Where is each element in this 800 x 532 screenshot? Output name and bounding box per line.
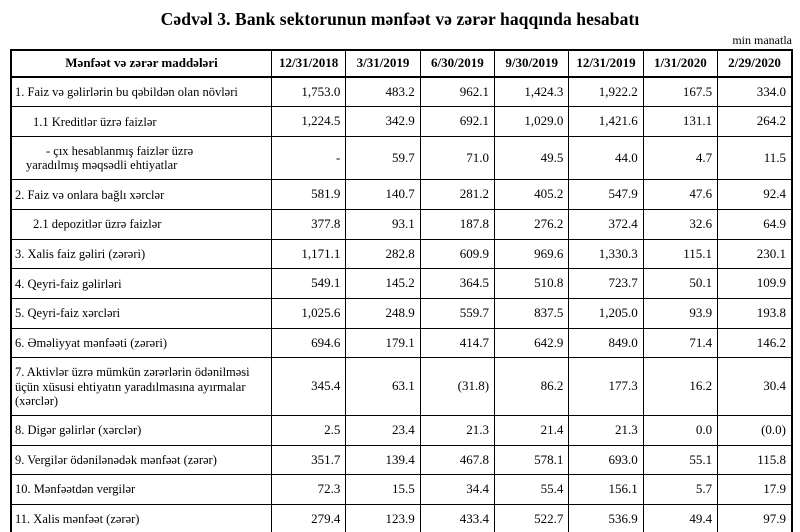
value-cell: (31.8) [420, 358, 494, 415]
row-label: 3. Xalis faiz gəliri (zərəri) [15, 246, 146, 261]
row-label: 2.1 depozitlər üzrə faizlər [33, 217, 162, 232]
value-cell: 72.3 [272, 475, 346, 505]
value-cell: 1,922.2 [569, 77, 643, 107]
row-label-cell [11, 504, 272, 532]
value-cell: 123.9 [346, 504, 420, 532]
value-cell: 59.7 [346, 137, 420, 180]
row-label-cell [11, 210, 272, 240]
column-header-date: 12/31/2019 [569, 50, 643, 77]
table-row [11, 77, 792, 107]
value-cell: 1,224.5 [272, 107, 346, 137]
value-cell: 86.2 [495, 358, 569, 415]
row-label-cell [11, 180, 272, 210]
value-cell: 264.2 [718, 107, 792, 137]
column-header-date: 1/31/2020 [643, 50, 717, 77]
value-cell: 32.6 [643, 210, 717, 240]
row-label-cell [11, 269, 272, 299]
value-cell: 145.2 [346, 269, 420, 299]
value-cell: 1,171.1 [272, 239, 346, 269]
value-cell: 281.2 [420, 180, 494, 210]
value-cell: 282.8 [346, 239, 420, 269]
value-cell: 276.2 [495, 210, 569, 240]
row-label: - çıx hesablanmış faizlər üzrə yaradılmış məqsədli ehtiyatlar [26, 144, 194, 173]
value-cell: 193.8 [718, 299, 792, 329]
value-cell: 609.9 [420, 239, 494, 269]
value-cell: 581.9 [272, 180, 346, 210]
table-row [11, 475, 792, 505]
row-label: 10. Mənfəətdən vergilər [15, 482, 136, 497]
row-label-cell [11, 107, 272, 137]
value-cell: 1,025.6 [272, 299, 346, 329]
value-cell: 414.7 [420, 328, 494, 358]
value-cell: 30.4 [718, 358, 792, 415]
value-cell: 71.0 [420, 137, 494, 180]
value-cell: 55.4 [495, 475, 569, 505]
value-cell: 405.2 [495, 180, 569, 210]
row-label: 5. Qeyri-faiz xərcləri [15, 306, 121, 321]
value-cell: 1,424.3 [495, 77, 569, 107]
unit-note: min manatla [732, 33, 792, 47]
value-cell: 0.0 [643, 415, 717, 445]
value-cell: 109.9 [718, 269, 792, 299]
value-cell: 342.9 [346, 107, 420, 137]
value-cell: (0.0) [718, 415, 792, 445]
row-label-cell [11, 239, 272, 269]
value-cell: 849.0 [569, 328, 643, 358]
value-cell: 510.8 [495, 269, 569, 299]
value-cell: 642.9 [495, 328, 569, 358]
value-cell: 49.5 [495, 137, 569, 180]
table-header-row [11, 50, 792, 77]
value-cell: 50.1 [643, 269, 717, 299]
value-cell: 351.7 [272, 445, 346, 475]
value-cell: 693.0 [569, 445, 643, 475]
table-title: Cədvəl 3. Bank sektorunun mənfəət və zərər haqqında hesabatı [160, 9, 640, 29]
table-row [11, 415, 792, 445]
value-cell: 467.8 [420, 445, 494, 475]
table-header [11, 50, 792, 77]
row-label: 9. Vergilər ödənilənədək mənfəət (zərər) [15, 452, 217, 467]
value-cell: 483.2 [346, 77, 420, 107]
value-cell: 559.7 [420, 299, 494, 329]
row-label-cell [11, 299, 272, 329]
value-cell: 156.1 [569, 475, 643, 505]
value-cell: 92.4 [718, 180, 792, 210]
value-cell: 131.1 [643, 107, 717, 137]
table-row [11, 299, 792, 329]
row-label: 1. Faiz və gəlirlərin bu qəbildən olan növləri [15, 84, 238, 99]
value-cell: 97.9 [718, 504, 792, 532]
row-label-cell [11, 475, 272, 505]
row-label: 4. Qeyri-faiz gəlirləri [15, 276, 122, 291]
value-cell: 44.0 [569, 137, 643, 180]
value-cell: 334.0 [718, 77, 792, 107]
table-row [11, 210, 792, 240]
value-cell: 248.9 [346, 299, 420, 329]
value-cell: 17.9 [718, 475, 792, 505]
profit-loss-table [10, 49, 793, 532]
value-cell: 969.6 [495, 239, 569, 269]
row-label: 1.1 Kreditlər üzrə faizlər [33, 114, 157, 129]
value-cell: 21.4 [495, 415, 569, 445]
value-cell: 49.4 [643, 504, 717, 532]
column-header-items: Mənfəət və zərər maddələri [11, 50, 272, 77]
value-cell: 723.7 [569, 269, 643, 299]
value-cell: 433.4 [420, 504, 494, 532]
table-row [11, 269, 792, 299]
value-cell: 179.1 [346, 328, 420, 358]
row-label: 8. Digər gəlirlər (xərclər) [15, 423, 142, 438]
value-cell: 187.8 [420, 210, 494, 240]
value-cell: 4.7 [643, 137, 717, 180]
value-cell: 146.2 [718, 328, 792, 358]
value-cell: 93.1 [346, 210, 420, 240]
value-cell: 372.4 [569, 210, 643, 240]
value-cell: 115.1 [643, 239, 717, 269]
value-cell: 345.4 [272, 358, 346, 415]
value-cell: 23.4 [346, 415, 420, 445]
value-cell: 694.6 [272, 328, 346, 358]
row-label: 7. Aktivlər üzrə mümkün zərərlərin ödənilməsi üçün xüsusi ehtiyatın yaradılmasına ayırmalar (xərclər) [15, 365, 250, 408]
value-cell: 63.1 [346, 358, 420, 415]
table-row [11, 180, 792, 210]
value-cell: 55.1 [643, 445, 717, 475]
value-cell: - [272, 137, 346, 180]
column-header-date: 2/29/2020 [718, 50, 792, 77]
value-cell: 21.3 [569, 415, 643, 445]
table-row [11, 328, 792, 358]
value-cell: 1,029.0 [495, 107, 569, 137]
value-cell: 578.1 [495, 445, 569, 475]
value-cell: 1,753.0 [272, 77, 346, 107]
row-label-cell [11, 358, 272, 415]
value-cell: 21.3 [420, 415, 494, 445]
value-cell: 11.5 [718, 137, 792, 180]
value-cell: 177.3 [569, 358, 643, 415]
value-cell: 139.4 [346, 445, 420, 475]
table-row [11, 358, 792, 415]
value-cell: 536.9 [569, 504, 643, 532]
value-cell: 2.5 [272, 415, 346, 445]
value-cell: 115.8 [718, 445, 792, 475]
value-cell: 47.6 [643, 180, 717, 210]
value-cell: 547.9 [569, 180, 643, 210]
row-label-cell [11, 445, 272, 475]
value-cell: 140.7 [346, 180, 420, 210]
row-label: 6. Əməliyyat mənfəəti (zərəri) [15, 336, 168, 351]
value-cell: 167.5 [643, 77, 717, 107]
table-row [11, 504, 792, 532]
table-row [11, 107, 792, 137]
value-cell: 230.1 [718, 239, 792, 269]
value-cell: 279.4 [272, 504, 346, 532]
row-label-cell [11, 77, 272, 107]
value-cell: 15.5 [346, 475, 420, 505]
row-label-cell [11, 137, 272, 180]
value-cell: 1,205.0 [569, 299, 643, 329]
value-cell: 377.8 [272, 210, 346, 240]
table-body [11, 77, 792, 532]
column-header-date: 9/30/2019 [495, 50, 569, 77]
value-cell: 34.4 [420, 475, 494, 505]
value-cell: 364.5 [420, 269, 494, 299]
value-cell: 549.1 [272, 269, 346, 299]
table-row [11, 137, 792, 180]
column-header-date: 6/30/2019 [420, 50, 494, 77]
row-label-cell [11, 328, 272, 358]
value-cell: 5.7 [643, 475, 717, 505]
column-header-date: 12/31/2018 [272, 50, 346, 77]
value-cell: 71.4 [643, 328, 717, 358]
column-header-date: 3/31/2019 [346, 50, 420, 77]
value-cell: 64.9 [718, 210, 792, 240]
value-cell: 1,421.6 [569, 107, 643, 137]
row-label: 2. Faiz və onlara bağlı xərclər [15, 187, 165, 202]
value-cell: 16.2 [643, 358, 717, 415]
value-cell: 692.1 [420, 107, 494, 137]
value-cell: 1,330.3 [569, 239, 643, 269]
value-cell: 837.5 [495, 299, 569, 329]
table-row [11, 239, 792, 269]
row-label-cell [11, 415, 272, 445]
row-label: 11. Xalis mənfəət (zərər) [15, 512, 140, 527]
value-cell: 93.9 [643, 299, 717, 329]
value-cell: 522.7 [495, 504, 569, 532]
value-cell: 962.1 [420, 77, 494, 107]
table-row [11, 445, 792, 475]
